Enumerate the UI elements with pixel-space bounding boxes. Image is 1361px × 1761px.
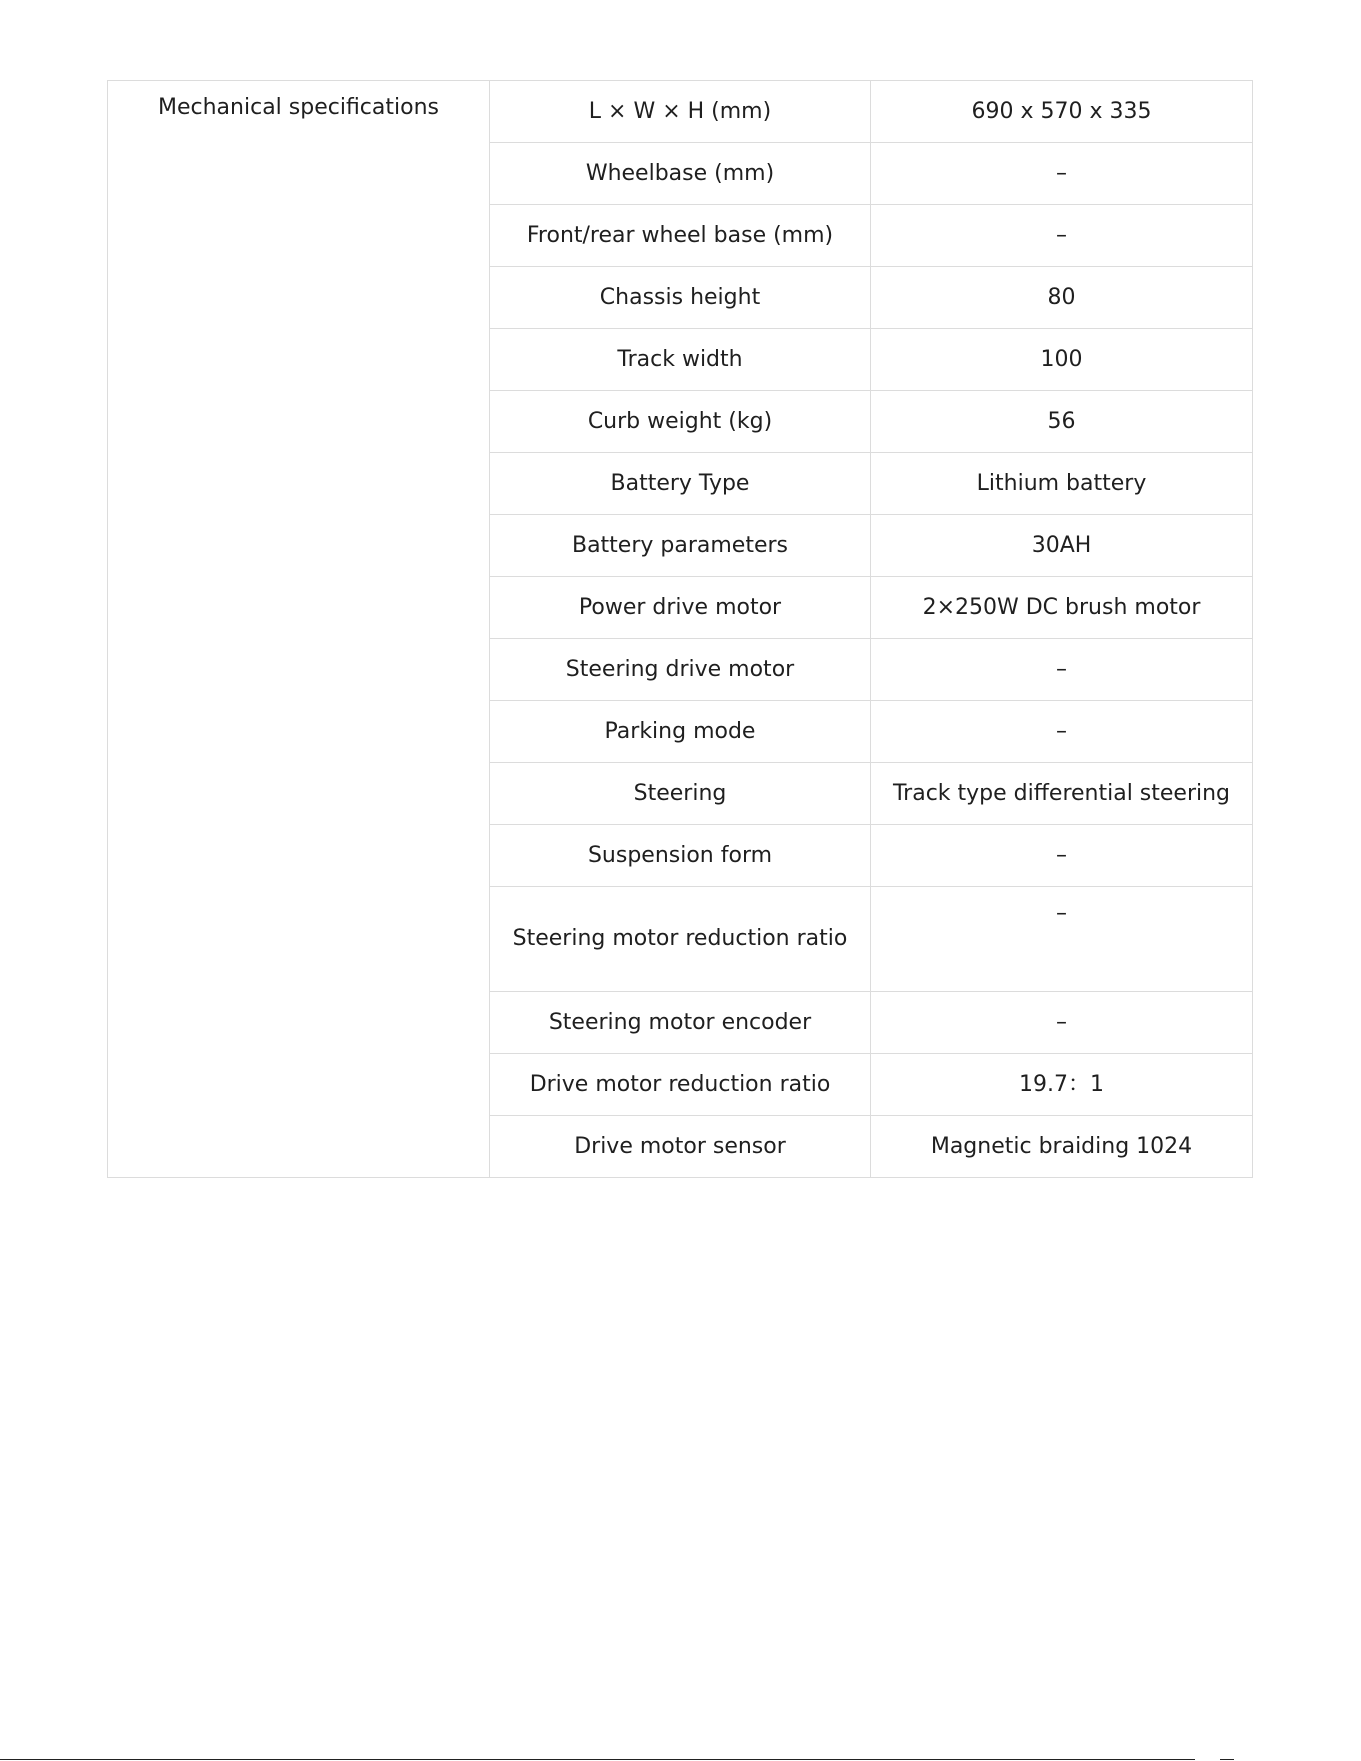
value-cell: 30AH bbox=[871, 515, 1253, 577]
param-cell: Steering drive motor bbox=[490, 639, 871, 701]
value-cell: – bbox=[871, 825, 1253, 887]
category-cell: Mechanical specifications bbox=[108, 81, 490, 1178]
param-cell: Chassis height bbox=[490, 267, 871, 329]
value-cell: – bbox=[871, 992, 1253, 1054]
param-cell: Curb weight (kg) bbox=[490, 391, 871, 453]
value-cell: 56 bbox=[871, 391, 1253, 453]
value-cell: 80 bbox=[871, 267, 1253, 329]
value-cell: 690 x 570 x 335 bbox=[871, 81, 1253, 143]
param-cell: Steering motor reduction ratio bbox=[490, 887, 871, 992]
value-cell: 100 bbox=[871, 329, 1253, 391]
value-cell: Magnetic braiding 1024 bbox=[871, 1116, 1253, 1178]
value-cell: – bbox=[871, 639, 1253, 701]
param-cell: Track width bbox=[490, 329, 871, 391]
table-row bbox=[108, 81, 1253, 143]
param-cell: Battery parameters bbox=[490, 515, 871, 577]
value-cell: – bbox=[871, 701, 1253, 763]
param-cell: Parking mode bbox=[490, 701, 871, 763]
page-divider bbox=[0, 1759, 1195, 1760]
param-cell: Suspension form bbox=[490, 825, 871, 887]
value-cell: Lithium battery bbox=[871, 453, 1253, 515]
value-cell: Track type differential steering bbox=[871, 763, 1253, 825]
param-cell: L × W × H (mm) bbox=[490, 81, 871, 143]
param-cell: Power drive motor bbox=[490, 577, 871, 639]
param-cell: Drive motor sensor bbox=[490, 1116, 871, 1178]
value-cell: – bbox=[871, 143, 1253, 205]
value-cell: 2×250W DC brush motor bbox=[871, 577, 1253, 639]
value-cell: 19.7：1 bbox=[871, 1054, 1253, 1116]
param-cell: Drive motor reduction ratio bbox=[490, 1054, 871, 1116]
param-cell: Front/rear wheel base (mm) bbox=[490, 205, 871, 267]
param-cell: Battery Type bbox=[490, 453, 871, 515]
value-cell: – bbox=[871, 887, 1253, 992]
param-cell: Wheelbase (mm) bbox=[490, 143, 871, 205]
value-cell: – bbox=[871, 205, 1253, 267]
page-divider-fragment bbox=[1220, 1759, 1234, 1760]
param-cell: Steering motor encoder bbox=[490, 992, 871, 1054]
spec-table bbox=[107, 80, 1253, 1178]
param-cell: Steering bbox=[490, 763, 871, 825]
